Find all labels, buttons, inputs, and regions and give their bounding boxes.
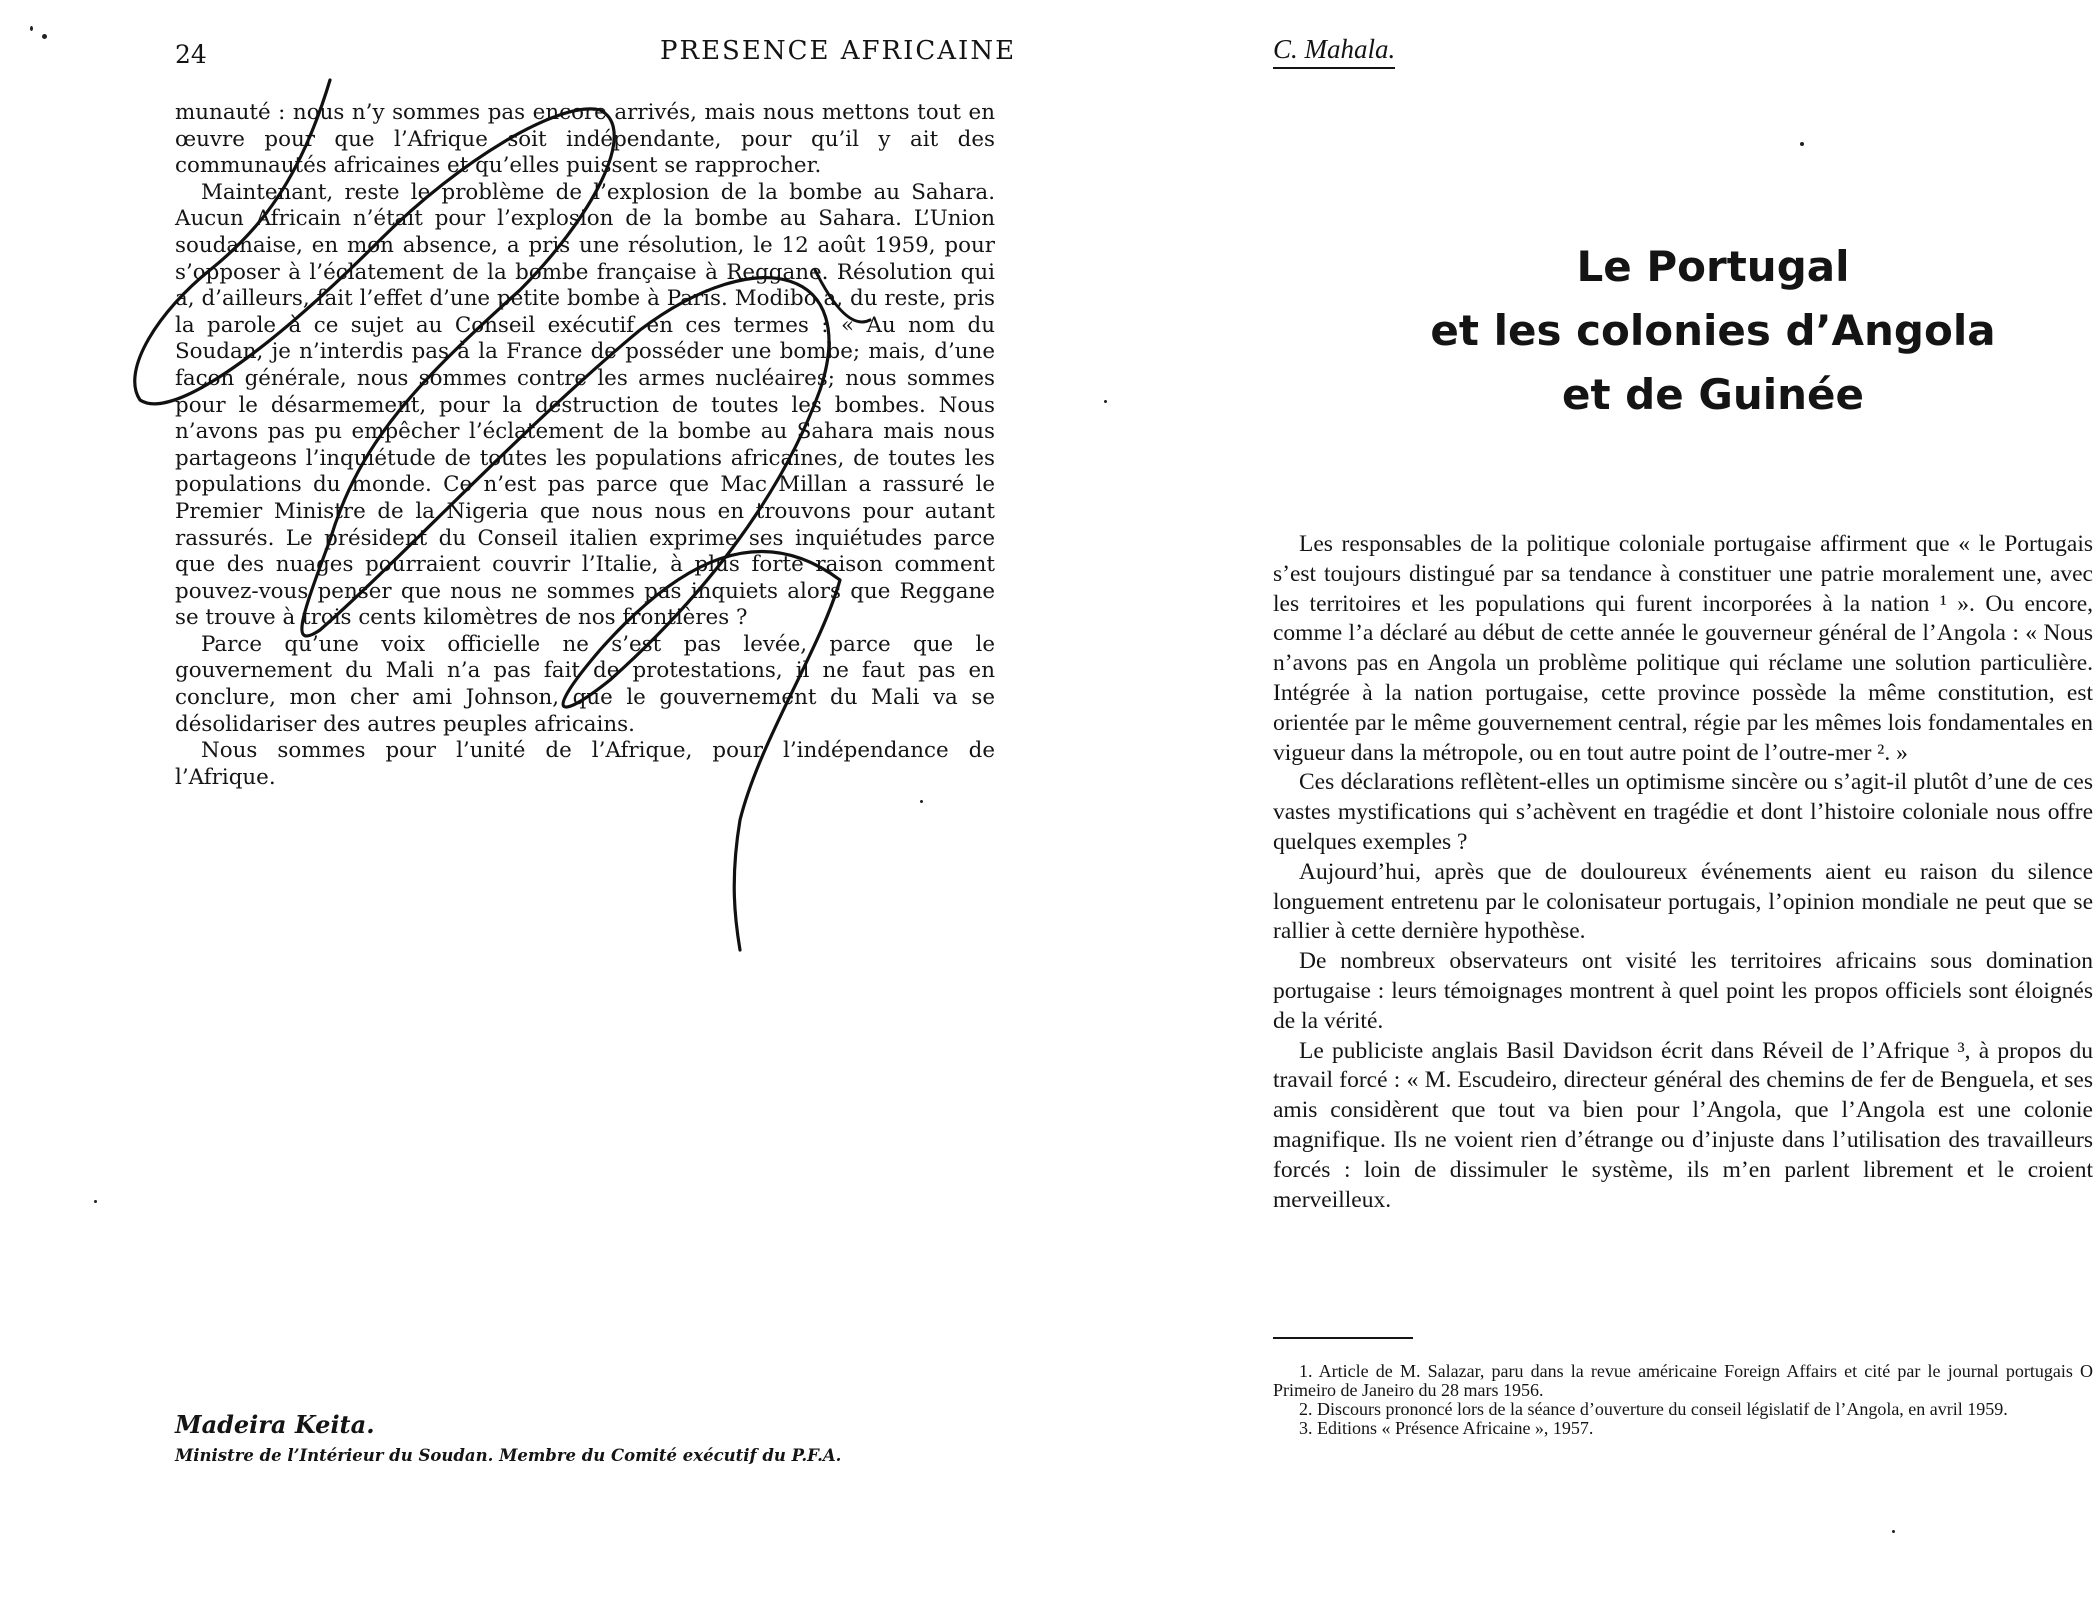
page-number: 24 — [175, 40, 207, 69]
signature-name: Madeira Keita. — [175, 1410, 375, 1439]
right-page — [1048, 0, 2096, 1616]
left-paragraph-2: Maintenant, reste le problème de l’explosion de la bombe au Sahara. Aucun Africain n’était pour l’explosion de la bombe au Sahara. L’Union soudanaise, en mon absence, a pris une résolution, le 12 août 1959, pour s’opposer à l’éclatement de la bombe française à Reggane. Résolution qui a, d’ailleurs, fait l’effet d’une petite bombe à Paris. Modibo a, du reste, pris la parole à ce sujet au Conseil exécutif en ces termes : « Au nom du Soudan, je n’interdis pas à la France de posséder une bombe; mais, d’une façon générale, nous sommes contre les armes nucléaires; nous sommes pour le désarmement, pour la destruction de toutes les bombes. Nous n’avons pas pu empêcher l’éclatement de la bombe au Sahara mais nous partageons l’inquiétude de toutes les populations africaines, de toutes les populations du monde. Ce n’est pas parce que Mac Millan a rassuré le Premier Ministre de la Nigeria que nous nous en trouvons pour autant rassurés. Le président du Conseil italien exprime ses inquiétudes parce que des nuages pourraient couvrir l’Italie, à plus forte raison comment pouvez-vous penser que nous ne sommes pas inquiets alors que Reggane se trouve à trois cents kilomètres de nos frontières ? — [175, 179, 995, 631]
right-paragraph-1: Les responsables de la politique coloniale portugaise affirment que « le Portugais s’est toujours distingué par sa tendance à constituer une patrie moralement une, avec les territoires et les populations qui furent incorporées à la nation ¹ ». Ou encore, comme l’a déclaré au début de cette année le gouverneur général de l’Angola : « Nous n’avons pas en Angola un problème politique qui réclame une solution particulière. Intégrée à la nation portugaise, cette province possède la même constitution, est orientée par le même gouvernement central, régie par les mêmes lois fondamentales en vigueur dans la métropole, ou en tout autre point de l’outre-mer ². » — [1273, 531, 2093, 766]
signature-role: Ministre de l’Intérieur du Soudan. Membre du Comité exécutif du P.F.A. — [175, 1446, 842, 1465]
running-head-journal: PRESENCE AFRICAINE — [660, 36, 1017, 66]
running-head-author: C. Mahala. — [1273, 34, 1395, 69]
right-paragraph-5: Le publiciste anglais Basil Davidson écrit dans Réveil de l’Afrique ³, à propos du travail forcé : « M. Escudeiro, directeur général des chemins de fer de Benguela, et ses amis considèrent que tout va bien pour l’Angola, que l’Angola est une colonie magnifique. Ils ne voient rien d’étrange ou d’injuste dans l’utilisation des travailleurs forcés : loin de dissimuler le système, ils m’en parlent librement et le croient merveilleux. — [1273, 1037, 2093, 1213]
title-line-2: et les colonies d’Angola — [1430, 306, 1996, 355]
left-paragraph-3: Parce qu’une voix officielle ne s’est pas levée, parce que le gouvernement du Mali n’a pas fait de protestations, il ne faut pas en conclure, mon cher ami Johnson, que le gouvernement du Mali va se désolidariser des autres peuples africains. — [175, 631, 995, 737]
footnotes — [1273, 1362, 2093, 1438]
right-body-text — [1273, 530, 2093, 1215]
speck — [1104, 400, 1107, 403]
title-line-3: et de Guinée — [1562, 370, 1864, 419]
left-paragraph-1: munauté : nous n’y sommes pas encore arrivés, mais nous mettons tout en œuvre pour que l’Afrique soit indépendante, pour qu’il y ait des communautés africaines et qu’elles puissent se rapprocher. — [175, 100, 995, 179]
article-title — [1273, 235, 2096, 427]
footnote-2: 2. Discours prononcé lors de la séance d’ouverture du conseil législatif de l’Angola, en avril 1959. — [1299, 1399, 2008, 1419]
footnote-1: 1. Article de M. Salazar, paru dans la revue américaine Foreign Affairs et cité par le journal portugais O Primeiro de Janeiro du 28 mars 1956. — [1273, 1361, 2093, 1400]
right-paragraph-2: Ces déclarations reflètent-elles un optimisme sincère ou s’agit-il plutôt d’une de ces vastes mystifications qui s’achèvent en tragédie et dont l’histoire coloniale nous offre quelques exemples ? — [1273, 769, 2093, 855]
title-line-1: Le Portugal — [1576, 242, 1850, 291]
speck — [42, 34, 47, 39]
footnote-3: 3. Editions « Présence Africaine », 1957. — [1299, 1418, 1594, 1438]
footnote-divider — [1273, 1337, 1413, 1339]
left-body-text — [175, 100, 995, 791]
right-paragraph-4: De nombreux observateurs ont visité les territoires africains sous domination portugaise : leurs témoignages montrent à quel point les propos officiels sont éloignés de la vérité. — [1273, 948, 2093, 1034]
left-paragraph-4: Nous sommes pour l’unité de l’Afrique, pour l’indépendance de l’Afrique. — [175, 738, 995, 790]
speck — [94, 1200, 97, 1203]
right-paragraph-3: Aujourd’hui, après que de douloureux événements aient eu raison du silence longuement entretenu par le colonisateur portugais, l’opinion mondiale ne peut que se rallier à cette dernière hypothèse. — [1273, 858, 2093, 945]
speck — [920, 800, 923, 803]
speck — [1800, 142, 1804, 146]
speck — [30, 26, 33, 31]
speck — [1892, 1530, 1895, 1533]
